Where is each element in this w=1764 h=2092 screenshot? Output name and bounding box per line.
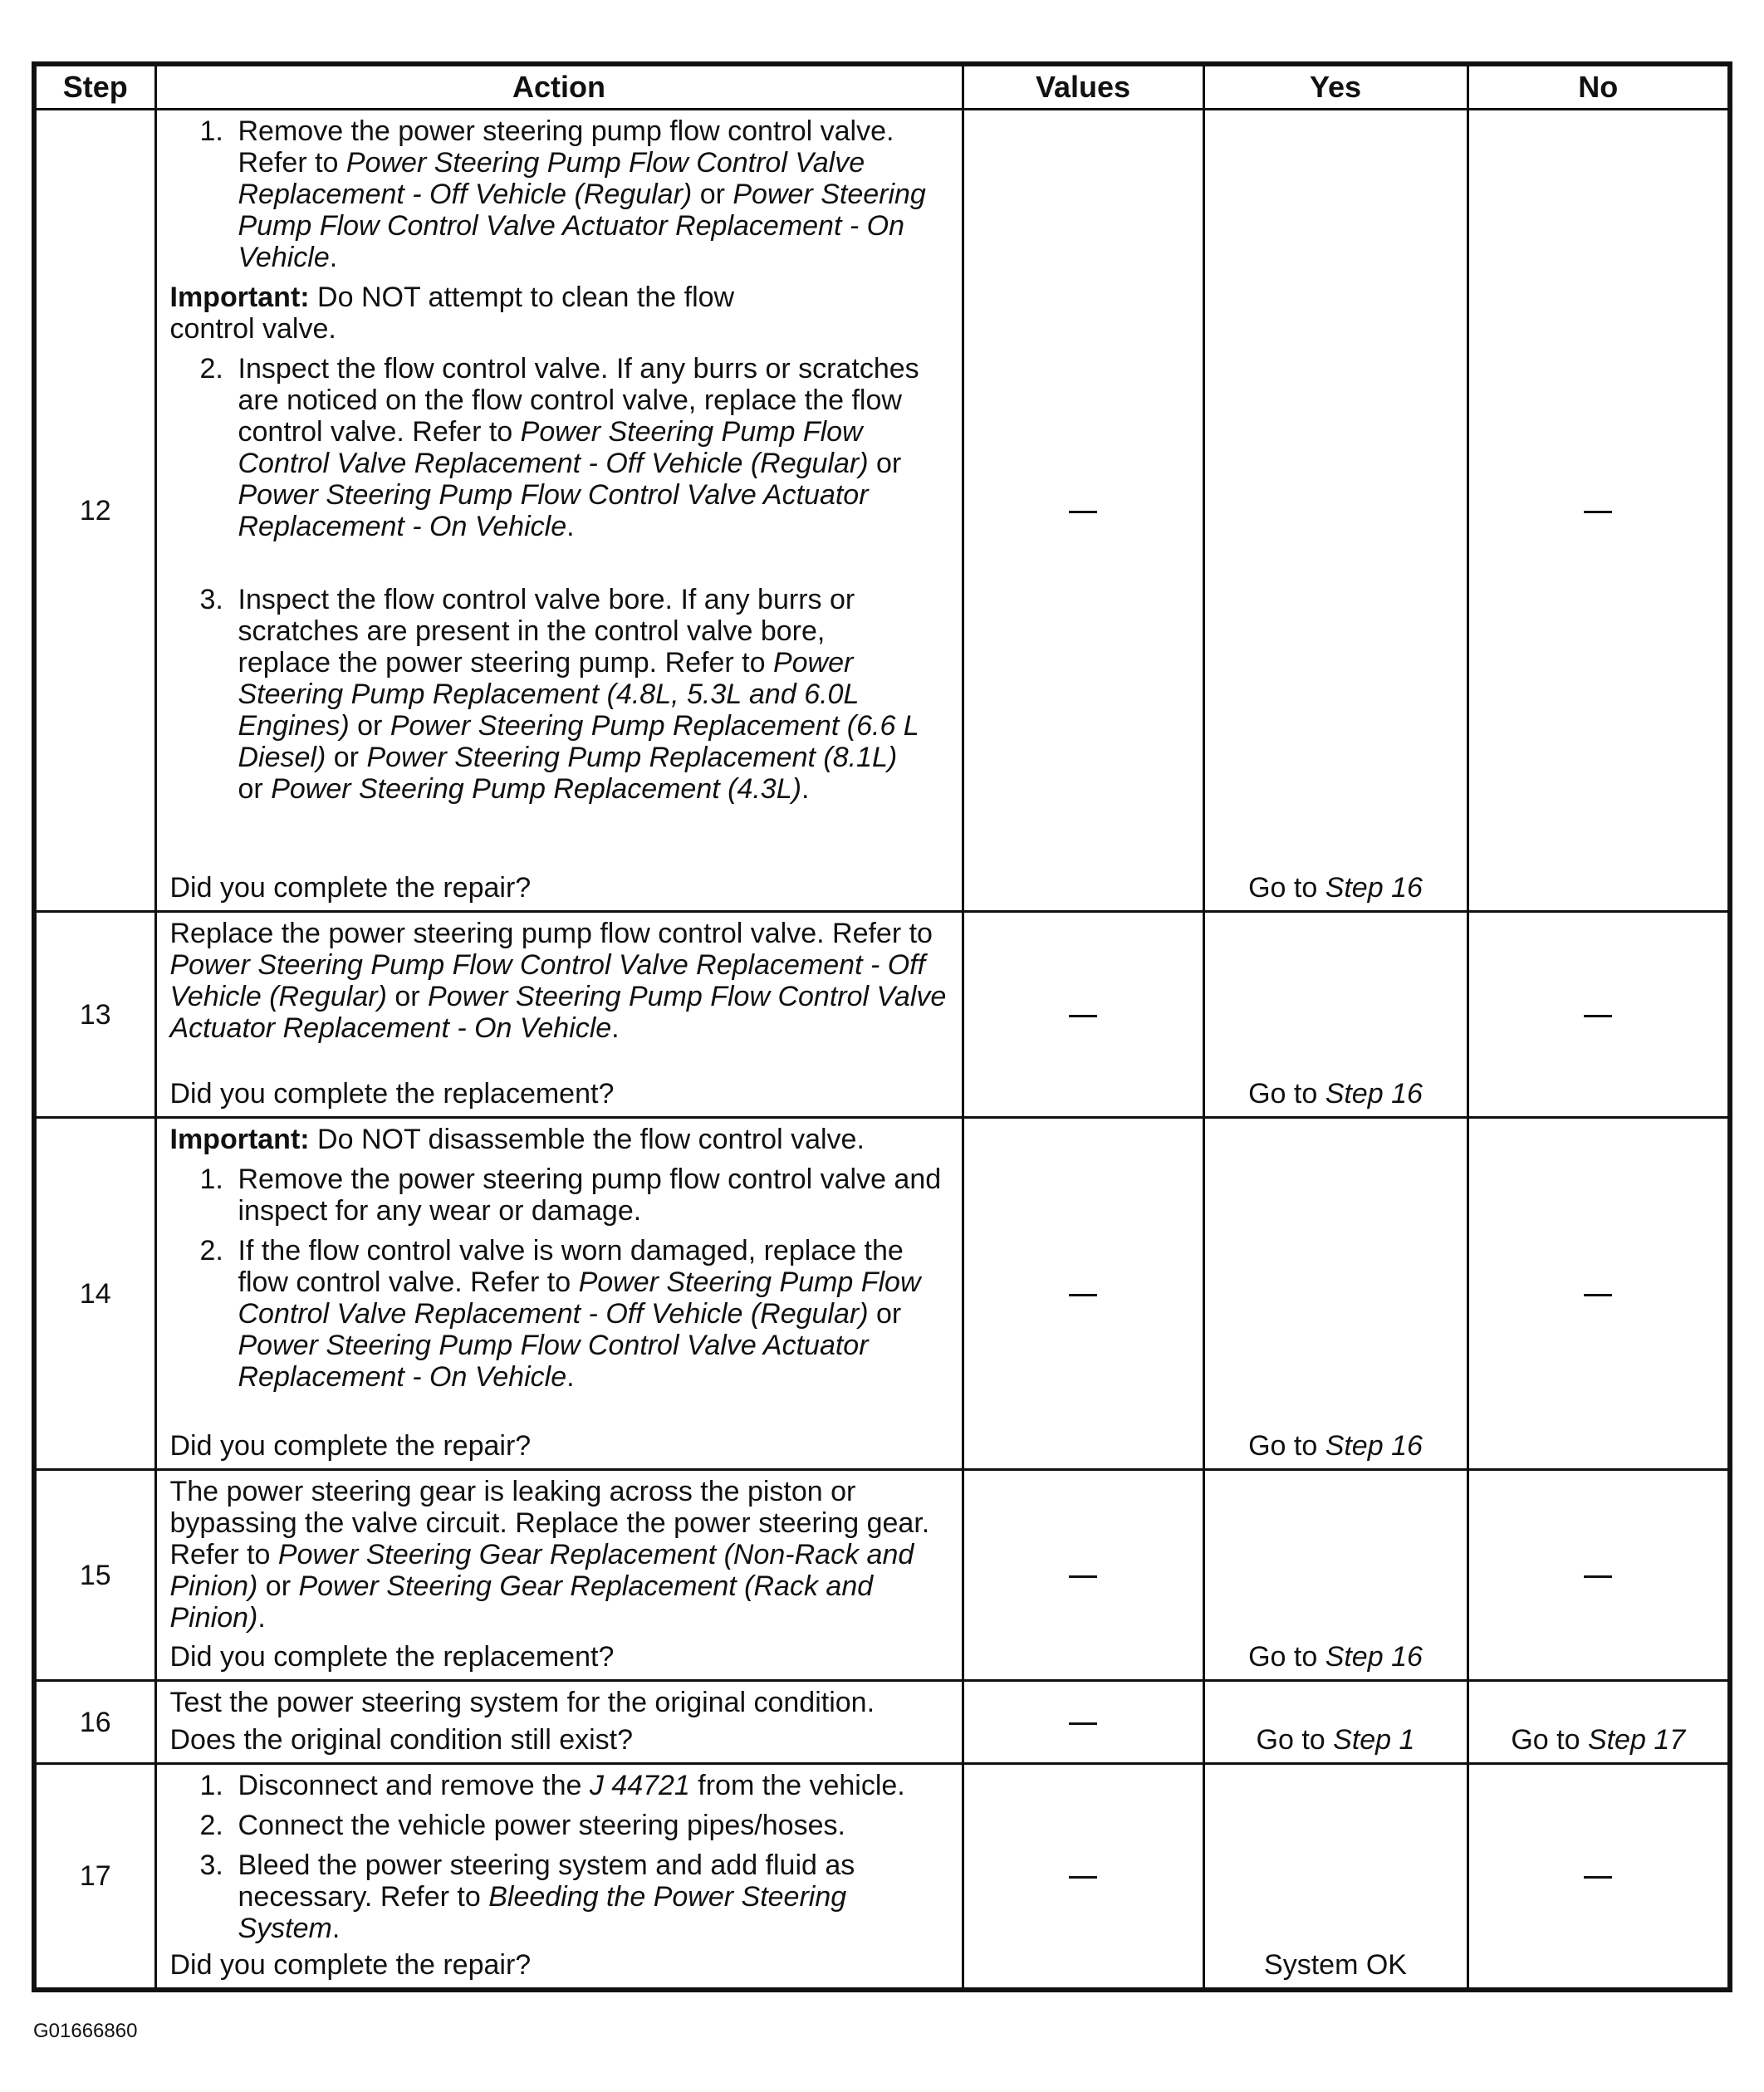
action-cell: Test the power steering system for the original condition. Does the original condition still exist? <box>155 1681 963 1764</box>
step-number: 14 <box>34 1118 155 1470</box>
col-header-no: No <box>1468 64 1730 110</box>
list-item: 2. Inspect the flow control valve. If any burrs or scratches are noticed on the flow control valve, replace the flow control valve. Refer to Power Steering Pump Flow Control Valve Replacement - Off Vehicle (Regular) or Power Steering Pump Flow Control Valve Actuator Replacement - On Vehicle. <box>199 353 919 542</box>
values-cell <box>963 1470 1203 1681</box>
dash <box>1069 1722 1097 1725</box>
dash <box>1584 1876 1612 1879</box>
col-header-yes: Yes <box>1203 64 1468 110</box>
dash <box>1069 1876 1097 1879</box>
col-header-values: Values <box>963 64 1203 110</box>
yes-cell: System OK <box>1203 1764 1468 1990</box>
step-link[interactable]: Step 16 <box>1325 1641 1423 1673</box>
figure-id: G01666860 <box>33 2020 138 2042</box>
list-item: 3. Bleed the power steering system and add fluid as necessary. Refer to Bleeding the Power Steering System. <box>199 1849 855 1944</box>
action-cell <box>155 1118 963 1470</box>
yes-cell: Go to Step 16 <box>1203 110 1468 912</box>
action-cell <box>155 110 963 912</box>
step-link[interactable]: Step 16 <box>1325 872 1423 904</box>
diagnostic-table <box>32 61 1732 1992</box>
col-header-step: Step <box>34 64 155 110</box>
no-cell <box>1468 1118 1730 1470</box>
no-cell <box>1468 1470 1730 1681</box>
values-cell <box>963 912 1203 1118</box>
list-item: 1. Remove the power steering pump flow control valve and inspect for any wear or damage. <box>199 1164 942 1227</box>
no-cell <box>1468 1764 1730 1990</box>
table-row <box>34 1764 1730 1990</box>
values-cell <box>963 1118 1203 1470</box>
question: Did you complete the replacement? <box>169 1078 615 1110</box>
step-number: 15 <box>34 1470 155 1681</box>
question: Did you complete the repair? <box>169 1430 532 1462</box>
question: Does the original condition still exist? <box>169 1724 634 1756</box>
step-link[interactable]: Step 16 <box>1325 1430 1423 1462</box>
dash <box>1069 511 1097 513</box>
yes-cell: Go to Step 16 <box>1203 1118 1468 1470</box>
no-cell: Go to Step 17 <box>1468 1681 1730 1764</box>
dash <box>1584 1015 1612 1017</box>
table-row <box>34 110 1730 912</box>
dash <box>1584 511 1612 513</box>
table-row <box>34 1118 1730 1470</box>
table-row <box>34 912 1730 1118</box>
values-cell <box>963 1764 1203 1990</box>
col-header-action: Action <box>155 64 963 110</box>
header-row <box>34 64 1730 110</box>
values-cell <box>963 110 1203 912</box>
list-item: 1. Remove the power steering pump flow control valve. Refer to Power Steering Pump Flow Control Valve Replacement - Off Vehicle (Regular) or Power Steering Pump Flow Control Valve Actuator Replacement - On Vehicle. <box>199 115 926 273</box>
list-item: 3. Inspect the flow control valve bore. If any burrs or scratches are present in the control valve bore, replace the power steering pump. Refer to Power Steering Pump Replacement (4.8L, 5.3L and 6.0L Engines) or Power Steering Pump Replacement (6.6 L Diesel) or Power Steering Pump Replacement (8.1L) or Power Steering Pump Replacement (4.3L). <box>199 584 919 805</box>
step-number: 12 <box>34 110 155 912</box>
step-link[interactable]: Step 16 <box>1325 1078 1423 1110</box>
action-cell: The power steering gear is leaking across the piston or bypassing the valve circuit. Replace the power steering gear. Refer to Power Steering Gear Replacement (Non-Rack and Pinion) or Power Steering Gear Replacement (Rack and Pinion). Did you complete the replacement? <box>155 1470 963 1681</box>
table-row <box>34 1681 1730 1764</box>
question: Did you complete the replacement? <box>169 1641 615 1673</box>
dash <box>1584 1575 1612 1578</box>
dash <box>1069 1294 1097 1296</box>
dash <box>1069 1015 1097 1017</box>
yes-cell: Go to Step 1 <box>1203 1681 1468 1764</box>
step-link[interactable]: Step 17 <box>1587 1724 1686 1756</box>
step-number: 16 <box>34 1681 155 1764</box>
list-item: 2. If the flow control valve is worn damaged, replace the flow control valve. Refer to Power Steering Pump Flow Control Valve Replacement - Off Vehicle (Regular) or Power Steering Pump Flow Control Valve Actuator Replacement - On Vehicle. <box>199 1235 921 1393</box>
no-cell <box>1468 110 1730 912</box>
yes-cell: Go to Step 16 <box>1203 912 1468 1118</box>
important-note: Important: Do NOT disassemble the flow control valve. <box>169 1124 865 1155</box>
step-number: 17 <box>34 1764 155 1990</box>
important-note: Important: Do NOT attempt to clean the flow control valve. <box>169 282 735 345</box>
values-cell <box>963 1681 1203 1764</box>
action-cell <box>155 1764 963 1990</box>
list-item: 2. Connect the vehicle power steering pipes/hoses. <box>199 1810 845 1841</box>
action-cell: Replace the power steering pump flow control valve. Refer to Power Steering Pump Flow Control Valve Replacement - Off Vehicle (Regular) or Power Steering Pump Flow Control Valve Actuator Replacement - On Vehicle. Did you complete the replacement? <box>155 912 963 1118</box>
table-row <box>34 1470 1730 1681</box>
step-number: 13 <box>34 912 155 1118</box>
dash <box>1069 1575 1097 1578</box>
question: Did you complete the repair? <box>169 1948 532 1981</box>
list-item: 1. Disconnect and remove the J 44721 from the vehicle. <box>199 1770 905 1801</box>
dash <box>1584 1294 1612 1296</box>
question: Did you complete the repair? <box>169 872 532 904</box>
yes-cell: Go to Step 16 <box>1203 1470 1468 1681</box>
step-link[interactable]: Step 1 <box>1333 1724 1415 1756</box>
no-cell <box>1468 912 1730 1118</box>
